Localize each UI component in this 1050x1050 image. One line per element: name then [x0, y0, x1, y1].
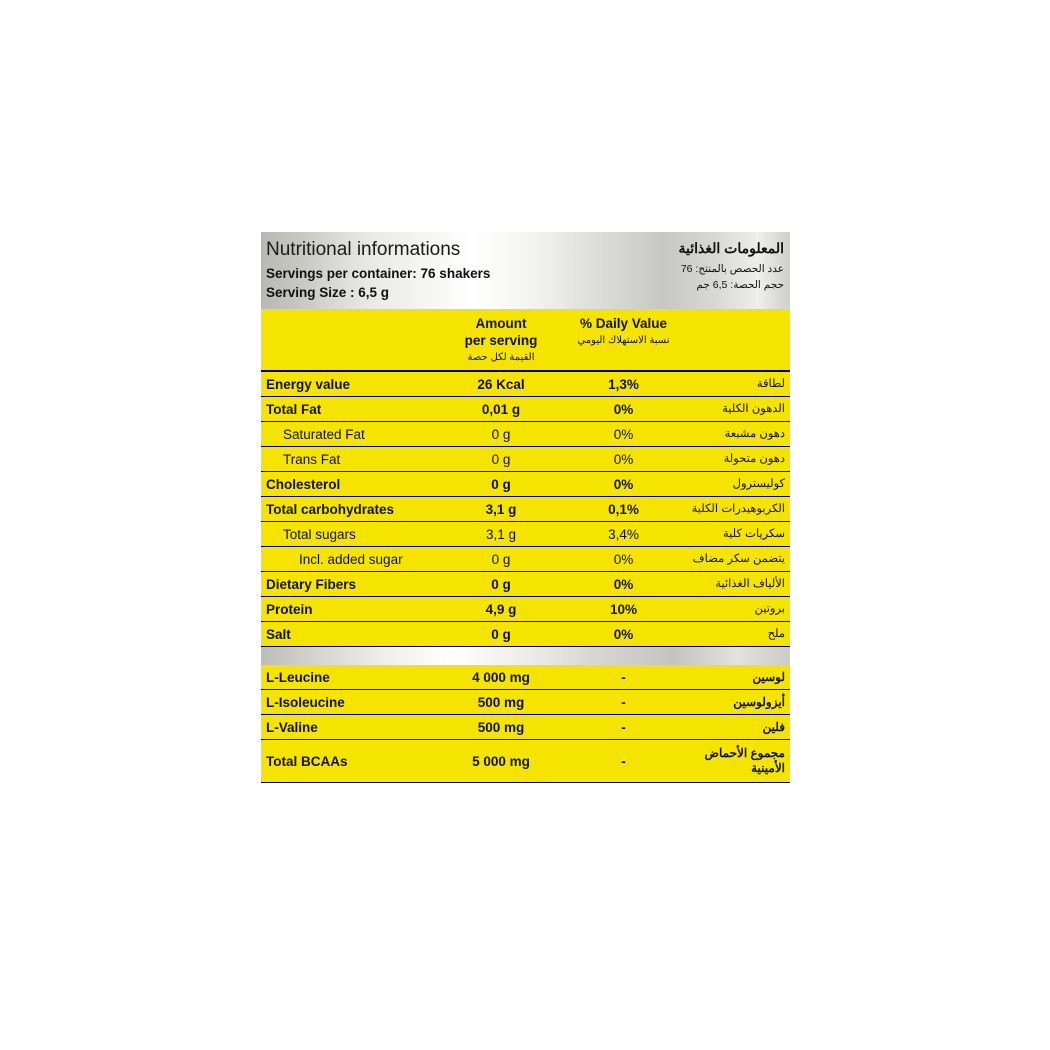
nutrient-name-arabic: الألياف الغذائية [715, 577, 785, 590]
nutrient-daily-value: 10% [609, 601, 638, 617]
column-header-arabic-spacer [686, 315, 790, 365]
nutrient-daily-value: 0,1% [608, 501, 639, 517]
servings-per-container: Servings per container: 76 shakers [266, 266, 491, 281]
amino-name: L-Valine [266, 719, 318, 735]
nutrient-name-arabic: كوليسترول [732, 477, 785, 490]
column-header-daily-value-en: % Daily Value [579, 316, 668, 331]
nutrient-daily-value: 1,3% [608, 376, 639, 392]
nutrient-name: Cholesterol [266, 476, 341, 492]
page-title-arabic: المعلومات الغذائية [678, 240, 784, 256]
nutrient-amount: 0 g [491, 551, 511, 567]
nutrient-amount: 0 g [491, 451, 511, 467]
nutrient-amount: 0 g [491, 626, 511, 642]
table-row [261, 597, 790, 622]
column-header-daily-value [561, 315, 686, 365]
table-row [261, 665, 790, 690]
table-row [261, 397, 790, 422]
nutrient-name-arabic: دهون مشبعة [724, 427, 785, 440]
serving-size-arabic: حجم الحصة: 6,5 جم [696, 279, 784, 291]
nutrient-name: Total carbohydrates [266, 501, 395, 517]
nutrient-amount: 0 g [491, 426, 511, 442]
nutrient-daily-value: 0% [613, 576, 634, 592]
amino-name-arabic: مجموع الأحماض الأمينية [704, 746, 785, 775]
table-row [261, 690, 790, 715]
table-row [261, 572, 790, 597]
amino-amount: 500 mg [477, 694, 525, 710]
amino-daily-value: - [621, 669, 626, 685]
table-row [261, 372, 790, 397]
table-row [261, 740, 790, 783]
nutrient-name-arabic: ملح [767, 627, 785, 640]
amino-daily-value: - [621, 694, 626, 710]
nutrient-amount: 3,1 g [485, 501, 517, 517]
amino-daily-value: - [621, 753, 626, 769]
nutrient-name: Incl. added sugar [299, 551, 403, 567]
amino-name: L-Isoleucine [266, 694, 345, 710]
nutrient-name-arabic: لطاقة [756, 377, 785, 390]
nutrient-amount: 0 g [491, 576, 511, 592]
nutrient-amount: 0 g [491, 476, 511, 492]
amino-name-arabic: أيزولوسين [733, 694, 785, 709]
table-row [261, 422, 790, 447]
amino-daily-value: - [621, 719, 626, 735]
column-header-amount-arabic: القيمة لكل حصة [467, 352, 535, 363]
nutrient-name: Salt [266, 626, 291, 642]
nutrient-amount: 4,9 g [485, 601, 517, 617]
nutrient-name-arabic: الكربوهيدرات الكلية [691, 502, 785, 515]
nutrient-name-arabic: بروتين [754, 602, 785, 615]
nutrient-amount: 3,1 g [485, 526, 517, 542]
nutrient-name-arabic: يتضمن سكر مضاف [692, 552, 785, 565]
column-header-amount-line2: per serving [464, 333, 538, 348]
serving-size: Serving Size : 6,5 g [266, 285, 390, 300]
amino-amount: 5 000 mg [472, 753, 530, 769]
section-separator-band [261, 647, 790, 665]
table-row [261, 522, 790, 547]
servings-per-container-arabic: عدد الحصص بالمنتج: 76 [680, 263, 784, 275]
page-title: Nutritional informations [266, 239, 461, 260]
amino-name: Total BCAAs [266, 753, 348, 769]
nutrient-name-arabic: الدهون الكلية [722, 402, 785, 415]
nutrient-name: Trans Fat [283, 451, 341, 467]
table-row [261, 547, 790, 572]
nutrient-name: Energy value [266, 376, 351, 392]
table-row [261, 497, 790, 522]
nutrient-amount: 26 Kcal [477, 376, 525, 392]
nutrient-daily-value: 3,4% [608, 526, 639, 542]
amino-name-arabic: لوسين [752, 669, 785, 684]
amino-name-arabic: فلين [762, 719, 785, 734]
table-row [261, 472, 790, 497]
header-arabic-block [679, 238, 784, 293]
nutrition-facts-panel [261, 232, 790, 783]
column-header-daily-value-arabic: نسبة الاستهلاك اليومي [577, 335, 670, 346]
amino-amount: 500 mg [477, 719, 525, 735]
nutrient-daily-value: 0% [613, 451, 634, 467]
nutrient-name-arabic: سكريات كلية [723, 527, 785, 540]
table-column-headers [261, 309, 790, 372]
nutrient-daily-value: 0% [613, 426, 634, 442]
amino-amount: 4 000 mg [472, 669, 530, 685]
nutrient-name: Total sugars [283, 526, 356, 542]
nutrient-daily-value: 0% [613, 626, 634, 642]
nutrient-amount: 0,01 g [481, 401, 521, 417]
table-row [261, 622, 790, 647]
nutrition-header [261, 232, 790, 309]
nutrient-daily-value: 0% [613, 401, 634, 417]
nutrient-daily-value: 0% [613, 476, 634, 492]
column-header-amount [441, 315, 561, 365]
amino-name: L-Leucine [266, 669, 330, 685]
table-row [261, 447, 790, 472]
nutrient-name: Dietary Fibers [266, 576, 357, 592]
nutrient-daily-value: 0% [613, 551, 634, 567]
nutrient-name: Total Fat [266, 401, 322, 417]
column-header-nutrient [261, 315, 441, 365]
nutrient-name: Saturated Fat [283, 426, 365, 442]
column-header-amount-line1: Amount [475, 316, 527, 331]
nutrient-name: Protein [266, 601, 313, 617]
nutrient-name-arabic: دهون متحولة [723, 452, 785, 465]
table-row [261, 715, 790, 740]
